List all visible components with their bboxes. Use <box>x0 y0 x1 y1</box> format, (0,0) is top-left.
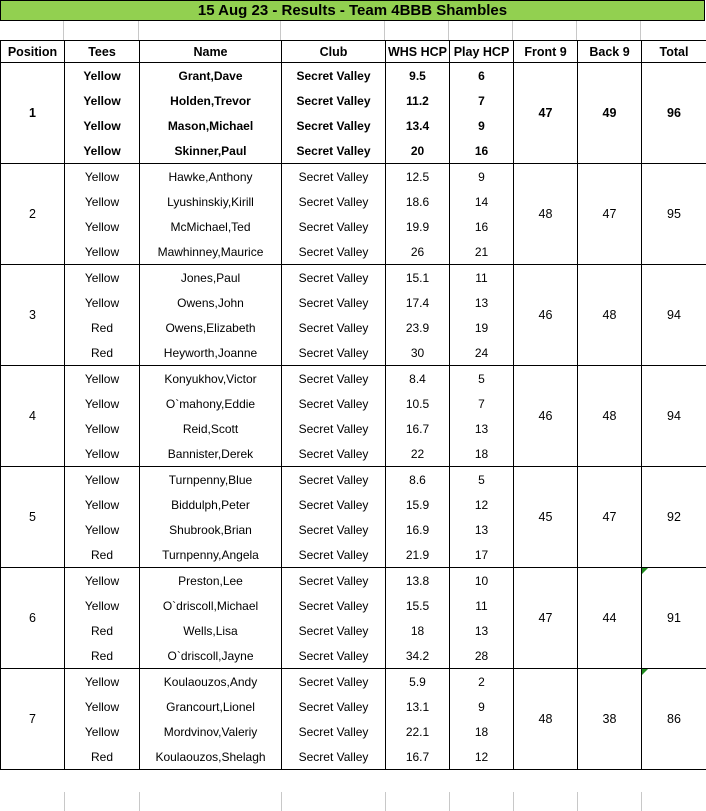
club-cell: Secret Valley <box>282 340 386 366</box>
position-cell: 1 <box>1 63 65 164</box>
club-cell: Secret Valley <box>282 618 386 643</box>
back-9-cell: 47 <box>578 164 642 265</box>
grid-line <box>449 792 450 811</box>
club-cell: Secret Valley <box>282 366 386 392</box>
play-hcp-cell: 18 <box>450 441 514 467</box>
play-hcp-cell: 13 <box>450 618 514 643</box>
front-9-cell: 48 <box>514 669 578 770</box>
club-cell: Secret Valley <box>282 568 386 594</box>
name-cell: Koulaouzos,Andy <box>140 669 282 695</box>
play-hcp-cell: 13 <box>450 517 514 542</box>
club-cell: Secret Valley <box>282 467 386 493</box>
name-cell: McMichael,Ted <box>140 214 282 239</box>
tees-cell: Yellow <box>65 593 140 618</box>
grid-line <box>576 21 577 40</box>
name-cell: Skinner,Paul <box>140 138 282 164</box>
play-hcp-cell: 21 <box>450 239 514 265</box>
total-cell: 92 <box>642 467 706 568</box>
grid-line <box>577 792 578 811</box>
club-cell: Secret Valley <box>282 669 386 695</box>
name-cell: Owens,Elizabeth <box>140 315 282 340</box>
whs-hcp-cell: 30 <box>386 340 450 366</box>
name-cell: Grancourt,Lionel <box>140 694 282 719</box>
grid-line <box>64 792 65 811</box>
tees-cell: Yellow <box>65 467 140 493</box>
whs-hcp-cell: 11.2 <box>386 88 450 113</box>
tees-cell: Yellow <box>65 113 140 138</box>
club-cell: Secret Valley <box>282 391 386 416</box>
club-cell: Secret Valley <box>282 719 386 744</box>
tees-cell: Yellow <box>65 366 140 392</box>
play-hcp-cell: 5 <box>450 366 514 392</box>
col-header-whs-hcp: WHS HCP <box>386 41 450 63</box>
name-cell: Mawhinney,Maurice <box>140 239 282 265</box>
play-hcp-cell: 12 <box>450 492 514 517</box>
whs-hcp-cell: 19.9 <box>386 214 450 239</box>
whs-hcp-cell: 16.7 <box>386 744 450 770</box>
table-row <box>1 63 706 89</box>
tees-cell: Yellow <box>65 189 140 214</box>
col-header-name: Name <box>140 41 282 63</box>
back-9-cell: 47 <box>578 467 642 568</box>
whs-hcp-cell: 15.1 <box>386 265 450 291</box>
total-cell: 94 <box>642 366 706 467</box>
tees-cell: Yellow <box>65 63 140 89</box>
club-cell: Secret Valley <box>282 315 386 340</box>
play-hcp-cell: 14 <box>450 189 514 214</box>
play-hcp-cell: 7 <box>450 391 514 416</box>
grid-line <box>280 21 281 40</box>
club-cell: Secret Valley <box>282 113 386 138</box>
front-9-cell: 46 <box>514 366 578 467</box>
tees-cell: Red <box>65 744 140 770</box>
whs-hcp-cell: 10.5 <box>386 391 450 416</box>
total-cell: 91 <box>642 568 706 669</box>
club-cell: Secret Valley <box>282 441 386 467</box>
name-cell: Heyworth,Joanne <box>140 340 282 366</box>
tees-cell: Red <box>65 340 140 366</box>
play-hcp-cell: 9 <box>450 164 514 190</box>
front-9-cell: 46 <box>514 265 578 366</box>
name-cell: O`driscoll,Jayne <box>140 643 282 669</box>
tees-cell: Yellow <box>65 719 140 744</box>
col-header-front-9: Front 9 <box>514 41 578 63</box>
play-hcp-cell: 17 <box>450 542 514 568</box>
table-row <box>1 265 706 291</box>
position-cell: 4 <box>1 366 65 467</box>
club-cell: Secret Valley <box>282 517 386 542</box>
name-cell: Grant,Dave <box>140 63 282 89</box>
col-header-play-hcp: Play HCP <box>450 41 514 63</box>
whs-hcp-cell: 22.1 <box>386 719 450 744</box>
club-cell: Secret Valley <box>282 164 386 190</box>
name-cell: Reid,Scott <box>140 416 282 441</box>
club-cell: Secret Valley <box>282 416 386 441</box>
club-cell: Secret Valley <box>282 744 386 770</box>
total-cell: 86 <box>642 669 706 770</box>
results-table <box>0 40 706 770</box>
tees-cell: Yellow <box>65 265 140 291</box>
name-cell: Bannister,Derek <box>140 441 282 467</box>
footer-spacer-row <box>0 792 706 811</box>
tees-cell: Yellow <box>65 492 140 517</box>
name-cell: Biddulph,Peter <box>140 492 282 517</box>
name-cell: O`mahony,Eddie <box>140 391 282 416</box>
club-cell: Secret Valley <box>282 88 386 113</box>
play-hcp-cell: 11 <box>450 265 514 291</box>
name-cell: Lyushinskiy,Kirill <box>140 189 282 214</box>
club-cell: Secret Valley <box>282 63 386 89</box>
play-hcp-cell: 18 <box>450 719 514 744</box>
play-hcp-cell: 28 <box>450 643 514 669</box>
name-cell: Koulaouzos,Shelagh <box>140 744 282 770</box>
whs-hcp-cell: 34.2 <box>386 643 450 669</box>
club-cell: Secret Valley <box>282 265 386 291</box>
whs-hcp-cell: 9.5 <box>386 63 450 89</box>
play-hcp-cell: 13 <box>450 416 514 441</box>
club-cell: Secret Valley <box>282 694 386 719</box>
tees-cell: Yellow <box>65 416 140 441</box>
table-row <box>1 467 706 493</box>
whs-hcp-cell: 16.7 <box>386 416 450 441</box>
club-cell: Secret Valley <box>282 492 386 517</box>
position-cell: 7 <box>1 669 65 770</box>
play-hcp-cell: 6 <box>450 63 514 89</box>
header-row <box>1 41 706 63</box>
whs-hcp-cell: 13.1 <box>386 694 450 719</box>
whs-hcp-cell: 15.5 <box>386 593 450 618</box>
grid-line <box>512 21 513 40</box>
results-title: 15 Aug 23 - Results - Team 4BBB Shambles <box>0 0 705 21</box>
tees-cell: Yellow <box>65 239 140 265</box>
tees-cell: Yellow <box>65 517 140 542</box>
club-cell: Secret Valley <box>282 542 386 568</box>
tees-cell: Yellow <box>65 391 140 416</box>
tees-cell: Red <box>65 315 140 340</box>
grid-line <box>281 792 282 811</box>
play-hcp-cell: 9 <box>450 113 514 138</box>
name-cell: Wells,Lisa <box>140 618 282 643</box>
whs-hcp-cell: 15.9 <box>386 492 450 517</box>
name-cell: Preston,Lee <box>140 568 282 594</box>
name-cell: Owens,John <box>140 290 282 315</box>
table-row <box>1 568 706 594</box>
whs-hcp-cell: 5.9 <box>386 669 450 695</box>
tees-cell: Yellow <box>65 164 140 190</box>
name-cell: Hawke,Anthony <box>140 164 282 190</box>
front-9-cell: 47 <box>514 568 578 669</box>
grid-line <box>139 792 140 811</box>
whs-hcp-cell: 13.4 <box>386 113 450 138</box>
play-hcp-cell: 9 <box>450 694 514 719</box>
play-hcp-cell: 12 <box>450 744 514 770</box>
col-header-position: Position <box>1 41 65 63</box>
total-cell: 94 <box>642 265 706 366</box>
tees-cell: Yellow <box>65 568 140 594</box>
back-9-cell: 38 <box>578 669 642 770</box>
whs-hcp-cell: 12.5 <box>386 164 450 190</box>
tees-cell: Yellow <box>65 669 140 695</box>
tees-cell: Yellow <box>65 441 140 467</box>
name-cell: Turnpenny,Angela <box>140 542 282 568</box>
club-cell: Secret Valley <box>282 593 386 618</box>
position-cell: 3 <box>1 265 65 366</box>
play-hcp-cell: 10 <box>450 568 514 594</box>
play-hcp-cell: 19 <box>450 315 514 340</box>
name-cell: O`driscoll,Michael <box>140 593 282 618</box>
back-9-cell: 49 <box>578 63 642 164</box>
grid-line <box>138 21 139 40</box>
whs-hcp-cell: 21.9 <box>386 542 450 568</box>
play-hcp-cell: 16 <box>450 214 514 239</box>
play-hcp-cell: 16 <box>450 138 514 164</box>
club-cell: Secret Valley <box>282 643 386 669</box>
whs-hcp-cell: 26 <box>386 239 450 265</box>
front-9-cell: 45 <box>514 467 578 568</box>
name-cell: Mordvinov,Valeriy <box>140 719 282 744</box>
club-cell: Secret Valley <box>282 189 386 214</box>
whs-hcp-cell: 23.9 <box>386 315 450 340</box>
club-cell: Secret Valley <box>282 239 386 265</box>
name-cell: Shubrook,Brian <box>140 517 282 542</box>
grid-line <box>641 792 642 811</box>
tees-cell: Yellow <box>65 214 140 239</box>
club-cell: Secret Valley <box>282 290 386 315</box>
table-row <box>1 669 706 695</box>
back-9-cell: 44 <box>578 568 642 669</box>
name-cell: Konyukhov,Victor <box>140 366 282 392</box>
total-cell: 96 <box>642 63 706 164</box>
col-header-tees: Tees <box>65 41 140 63</box>
whs-hcp-cell: 16.9 <box>386 517 450 542</box>
tees-cell: Red <box>65 542 140 568</box>
whs-hcp-cell: 8.4 <box>386 366 450 392</box>
club-cell: Secret Valley <box>282 214 386 239</box>
play-hcp-cell: 2 <box>450 669 514 695</box>
position-cell: 6 <box>1 568 65 669</box>
tees-cell: Red <box>65 618 140 643</box>
spacer-row <box>0 21 705 41</box>
total-cell: 95 <box>642 164 706 265</box>
whs-hcp-cell: 18 <box>386 618 450 643</box>
tees-cell: Red <box>65 643 140 669</box>
grid-line <box>448 21 449 40</box>
name-cell: Holden,Trevor <box>140 88 282 113</box>
name-cell: Turnpenny,Blue <box>140 467 282 493</box>
club-cell: Secret Valley <box>282 138 386 164</box>
front-9-cell: 48 <box>514 164 578 265</box>
table-row <box>1 164 706 190</box>
grid-line <box>513 792 514 811</box>
whs-hcp-cell: 18.6 <box>386 189 450 214</box>
col-header-total: Total <box>642 41 706 63</box>
tees-cell: Yellow <box>65 290 140 315</box>
play-hcp-cell: 11 <box>450 593 514 618</box>
back-9-cell: 48 <box>578 265 642 366</box>
grid-line <box>63 21 64 40</box>
col-header-back-9: Back 9 <box>578 41 642 63</box>
whs-hcp-cell: 13.8 <box>386 568 450 594</box>
back-9-cell: 48 <box>578 366 642 467</box>
grid-line <box>640 21 641 40</box>
whs-hcp-cell: 8.6 <box>386 467 450 493</box>
tees-cell: Yellow <box>65 88 140 113</box>
grid-line <box>384 21 385 40</box>
tees-cell: Yellow <box>65 138 140 164</box>
position-cell: 2 <box>1 164 65 265</box>
play-hcp-cell: 5 <box>450 467 514 493</box>
grid-line <box>385 792 386 811</box>
play-hcp-cell: 13 <box>450 290 514 315</box>
name-cell: Jones,Paul <box>140 265 282 291</box>
front-9-cell: 47 <box>514 63 578 164</box>
table-row <box>1 366 706 392</box>
play-hcp-cell: 7 <box>450 88 514 113</box>
whs-hcp-cell: 20 <box>386 138 450 164</box>
tees-cell: Yellow <box>65 694 140 719</box>
play-hcp-cell: 24 <box>450 340 514 366</box>
col-header-club: Club <box>282 41 386 63</box>
whs-hcp-cell: 17.4 <box>386 290 450 315</box>
position-cell: 5 <box>1 467 65 568</box>
whs-hcp-cell: 22 <box>386 441 450 467</box>
name-cell: Mason,Michael <box>140 113 282 138</box>
